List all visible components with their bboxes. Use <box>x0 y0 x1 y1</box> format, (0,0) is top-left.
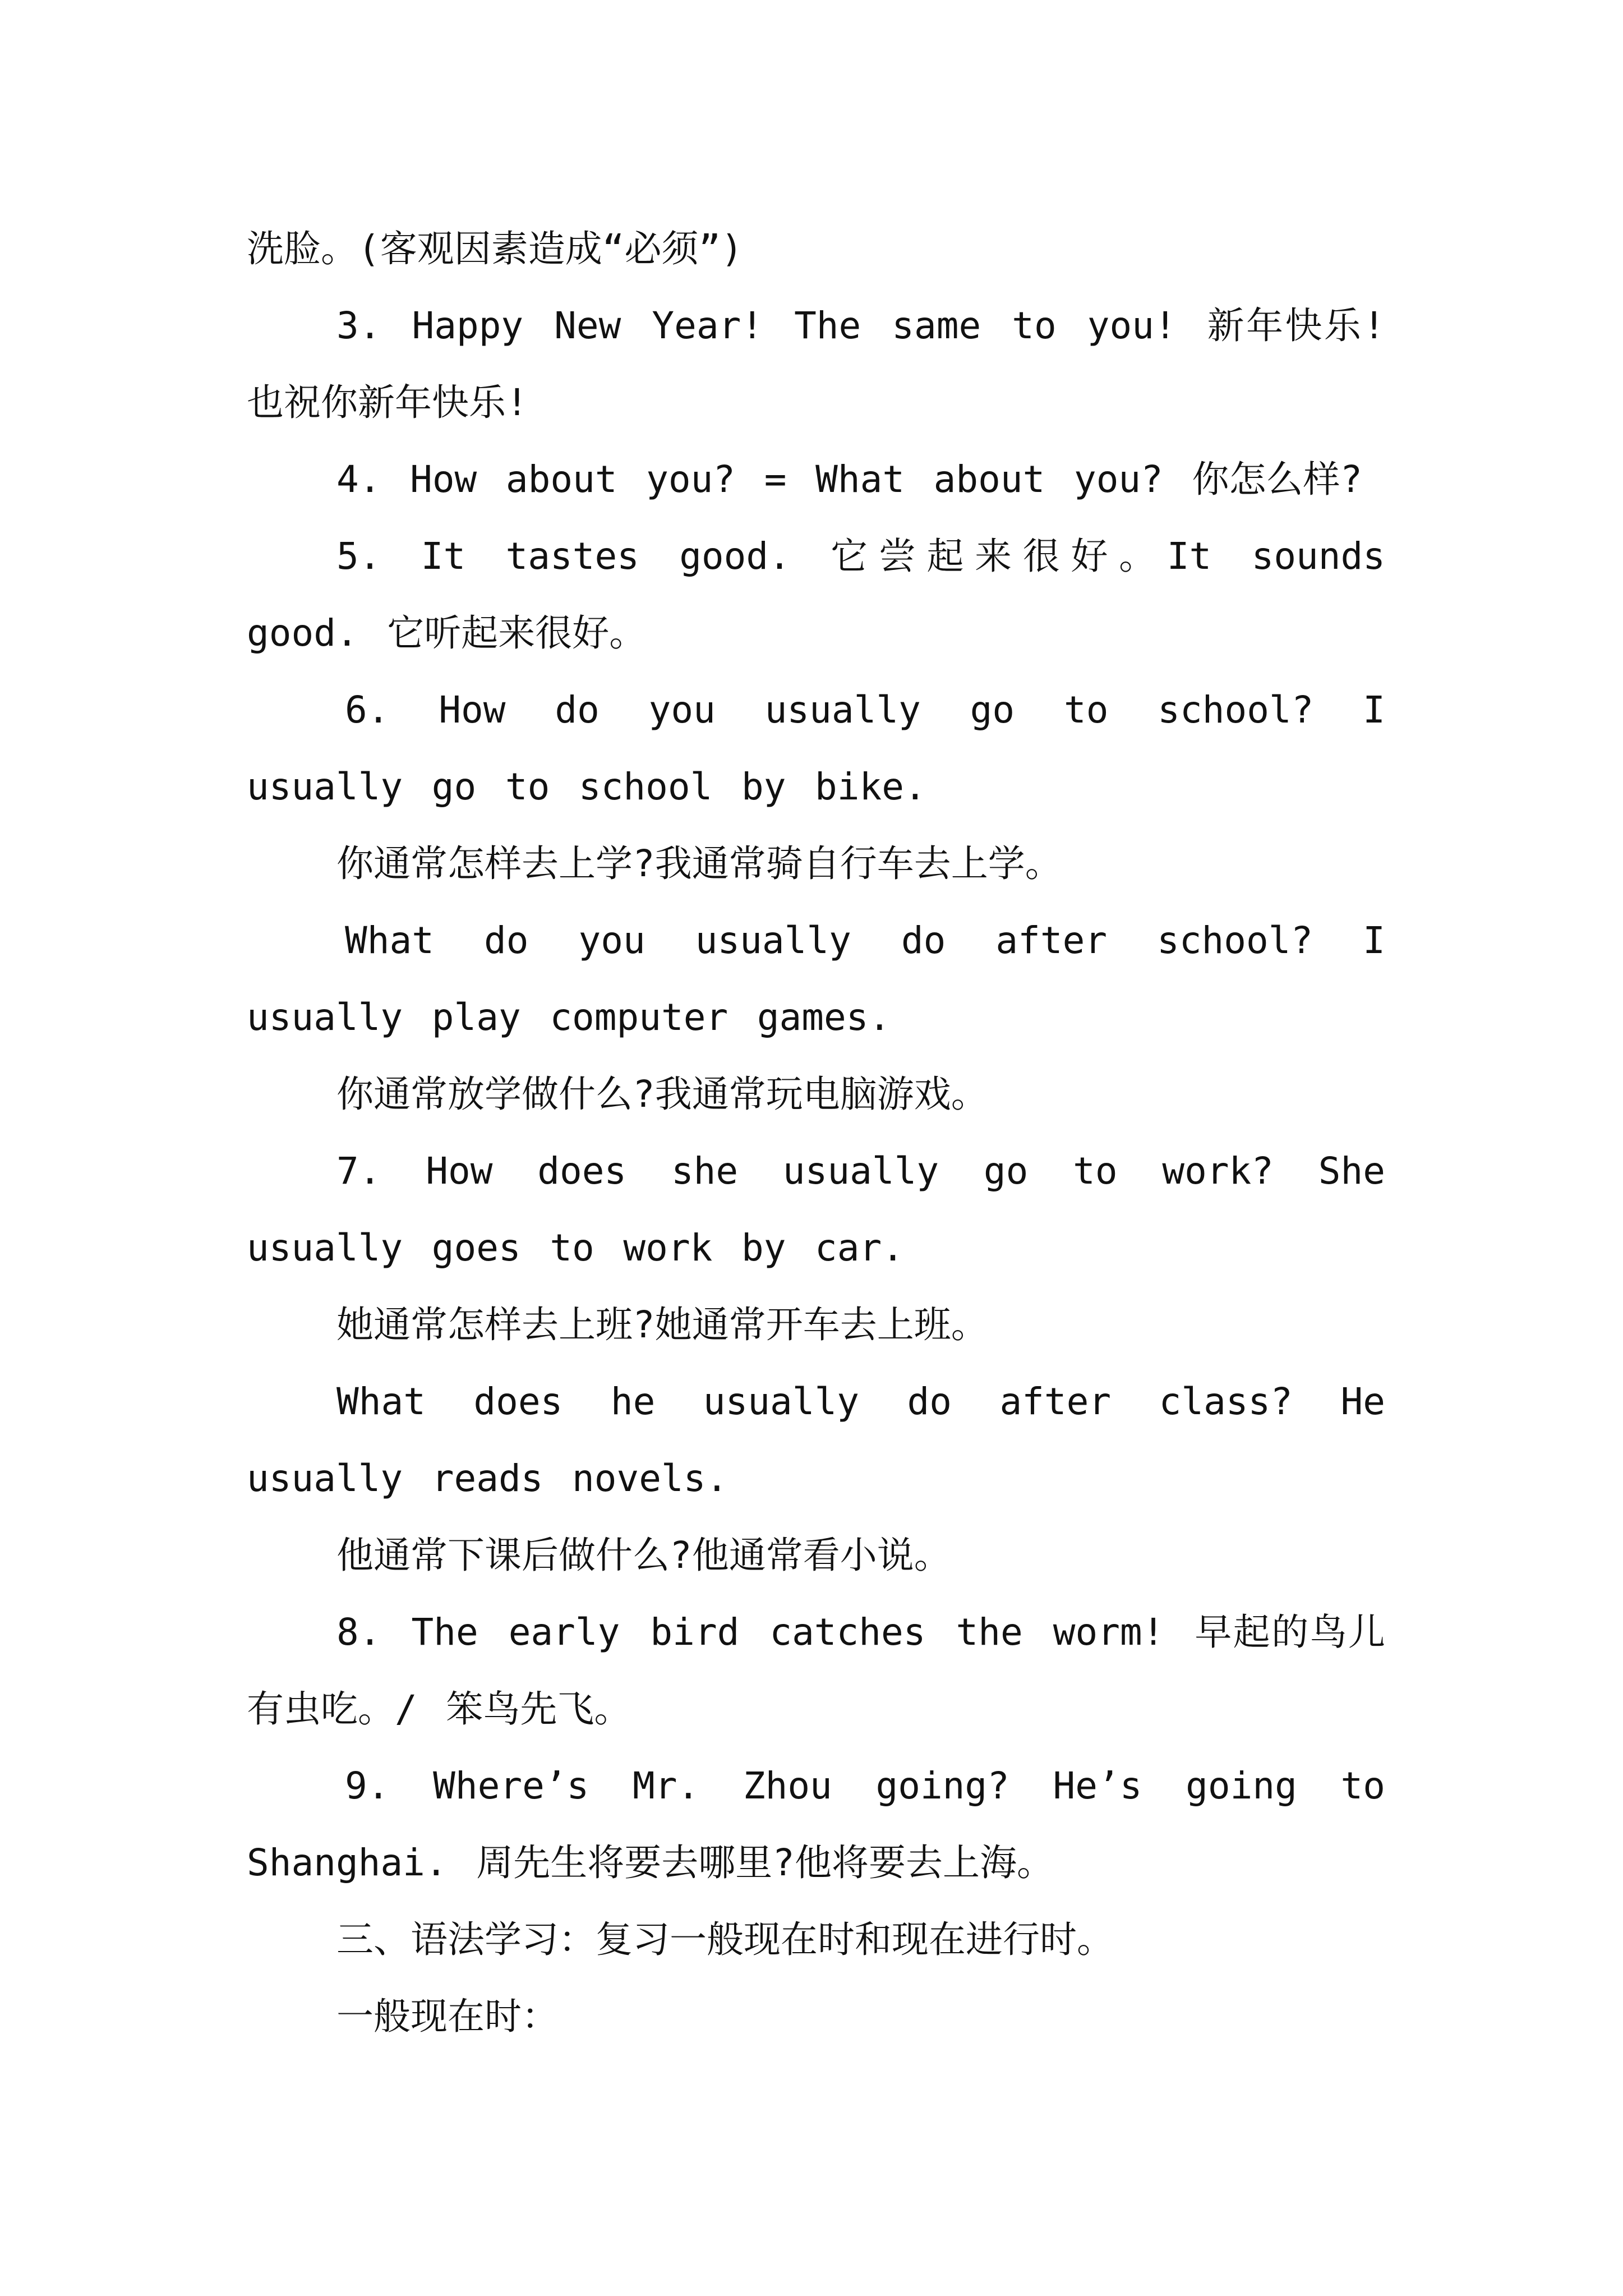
paragraph-item-7-second-translation: 他通常下课后做什么?他通常看小说。 <box>336 1534 951 1577</box>
paragraph-item-8: 8. The early bird catches the worm! 早起的鸟儿有虫吃。/ 笨鸟先飞。 <box>247 1611 1385 1731</box>
paragraph-item-3: 3. Happy New Year! The same to you! 新年快乐!也祝你新年快乐! <box>247 304 1385 424</box>
paragraph-item-9: 9. Where’s Mr. Zhou going? He’s going to Shanghai. 周先生将要去哪里?他将要去上海。 <box>247 1764 1385 1884</box>
subheading-simple-present: 一般现在时： <box>336 1995 559 2038</box>
document-body <box>247 210 1385 2055</box>
paragraph-continuation: 洗脸。(客观因素造成“必须”) <box>247 227 743 270</box>
paragraph-item-6-translation: 你通常怎样去上学?我通常骑自行车去上学。 <box>336 842 1062 885</box>
paragraph-item-6: 6. How do you usually go to school? I usually go to school by bike. <box>247 688 1385 808</box>
paragraph-item-6-second-translation: 你通常放学做什么?我通常玩电脑游戏。 <box>336 1073 988 1116</box>
paragraph-item-7-second: What does he usually do after class? He usually reads novels. <box>247 1380 1385 1500</box>
paragraph-item-5: 5. It tastes good. 它尝起来很好。It sounds good. 它听起来很好。 <box>247 535 1385 655</box>
paragraph-item-7-translation: 她通常怎样去上班?她通常开车去上班。 <box>336 1303 988 1346</box>
section-heading-grammar: 三、语法学习：复习一般现在时和现在进行时。 <box>336 1918 1114 1961</box>
paragraph-item-4: 4. How about you? = What about you? 你怎么样? <box>336 458 1363 501</box>
paragraph-item-7: 7. How does she usually go to work? She usually goes to work by car. <box>247 1149 1385 1269</box>
paragraph-item-6-second: What do you usually do after school? I usually play computer games. <box>247 919 1385 1039</box>
